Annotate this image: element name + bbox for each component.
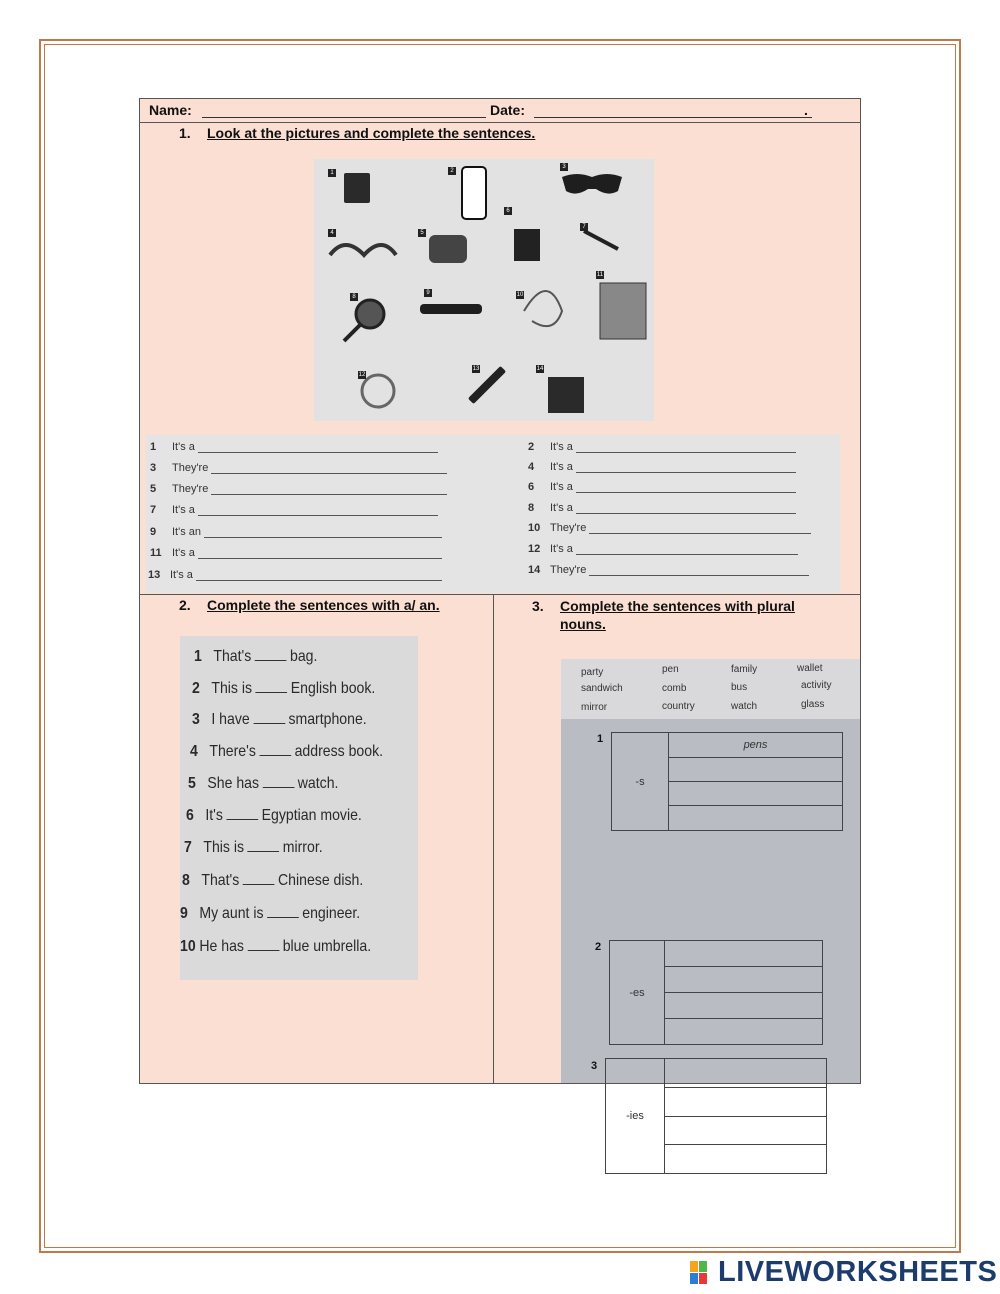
objects-illustration	[314, 159, 654, 421]
plural-s-answer[interactable]	[669, 806, 843, 831]
q1-answer-9[interactable]	[204, 527, 442, 538]
date-field[interactable]	[534, 117, 812, 118]
plural-es-answer[interactable]	[665, 941, 823, 967]
q1-answer-2[interactable]	[576, 442, 796, 453]
q3-exercise: party pen family wallet sandwich comb bus activity mirror country watch glass 1 -s pens 2 -es 3 -ies	[561, 659, 860, 1083]
q1-answer-7[interactable]	[198, 505, 438, 516]
word-box: party pen family wallet sandwich comb bus activity mirror country watch glass	[561, 659, 860, 719]
q2-blank-8[interactable]	[243, 884, 275, 885]
q1-title: 1. Look at the pictures and complete the sentences.	[179, 125, 536, 141]
q1-answer-14[interactable]	[589, 565, 809, 576]
pencil-case-icon	[514, 229, 540, 261]
q1-answer-5[interactable]	[211, 484, 447, 495]
plural-s-answer[interactable]	[669, 782, 843, 806]
notebook-icon	[600, 283, 646, 339]
q1-answer-6[interactable]	[576, 482, 796, 493]
plural-ies-answer[interactable]	[665, 1116, 827, 1145]
name-label: Name:	[149, 102, 192, 118]
objects-picture: 1 2 3 4 5 6 7 8 9 10 11 12 13 14	[314, 159, 654, 421]
q2-blank-7[interactable]	[248, 851, 280, 852]
mirror-icon	[356, 300, 384, 328]
plural-table-s: -s pens	[611, 732, 843, 831]
date-label: Date:	[490, 102, 526, 118]
pills-icon	[429, 235, 467, 263]
section-divider	[140, 594, 860, 595]
wallet-icon	[344, 173, 370, 203]
q1-answer-4[interactable]	[576, 462, 796, 473]
q2-blank-1[interactable]	[255, 660, 287, 661]
q2-blank-3[interactable]	[253, 723, 285, 724]
plural-ies-answer[interactable]	[665, 1145, 827, 1174]
plural-es-answer[interactable]	[665, 967, 823, 993]
q1-sentences-area: 1 It's a 3 They're 5 They're 7 It's a 9 It's an 11 It's a 13 It's a 2 It's a 4 It's a 6 It's a 8 It's a 10 They're 12 It's a 14 They're	[146, 435, 840, 593]
phone-icon	[462, 167, 486, 219]
plural-table-es: -es	[609, 940, 823, 1045]
q1-answer-8[interactable]	[576, 503, 796, 514]
q2-blank-2[interactable]	[256, 692, 288, 693]
q2-blank-9[interactable]	[267, 917, 299, 918]
liveworksheets-logo-icon	[690, 1261, 716, 1285]
worksheet	[139, 98, 861, 1122]
umbrella-icon	[420, 304, 482, 314]
q2-title: 2. Complete the sentences with a/ an.	[179, 597, 440, 613]
q1-answer-3[interactable]	[211, 463, 447, 474]
q3-title: 3. Complete the sentences with plural nouns.	[532, 598, 795, 632]
q1-answer-13[interactable]	[196, 570, 442, 581]
q2-blank-5[interactable]	[263, 787, 295, 788]
plural-es-answer[interactable]	[665, 1019, 823, 1045]
date-end: .	[804, 102, 808, 118]
plural-ies-answer[interactable]	[665, 1059, 827, 1088]
tissues-icon	[548, 377, 584, 413]
q1-answer-1[interactable]	[198, 442, 438, 453]
q2-exercise: 1 That's bag. 2 This is English book. 3 I have smartphone. 4 There's address book. 5 She has watch. 6 It's Egyptian movie. 7 This is mirror. 8 That's Chinese dish. 9 My aunt is engineer. 10 He has blue umbrella.	[180, 636, 418, 980]
q1-answer-11[interactable]	[198, 548, 442, 559]
q2-blank-6[interactable]	[226, 819, 258, 820]
column-divider	[493, 595, 494, 1083]
q2-blank-4[interactable]	[259, 755, 291, 756]
q1-answer-12[interactable]	[576, 544, 798, 555]
q2-blank-10[interactable]	[247, 950, 279, 951]
plural-es-answer[interactable]	[665, 993, 823, 1019]
header-row	[140, 99, 860, 123]
q1-answer-10[interactable]	[589, 523, 811, 534]
plural-s-answer[interactable]	[669, 758, 843, 782]
liveworksheets-logo[interactable]: LIVEWORKSHEETS	[718, 1256, 998, 1288]
plural-table-ies: -ies	[605, 1058, 827, 1174]
plural-ies-answer[interactable]	[665, 1087, 827, 1116]
name-field[interactable]	[202, 117, 486, 118]
